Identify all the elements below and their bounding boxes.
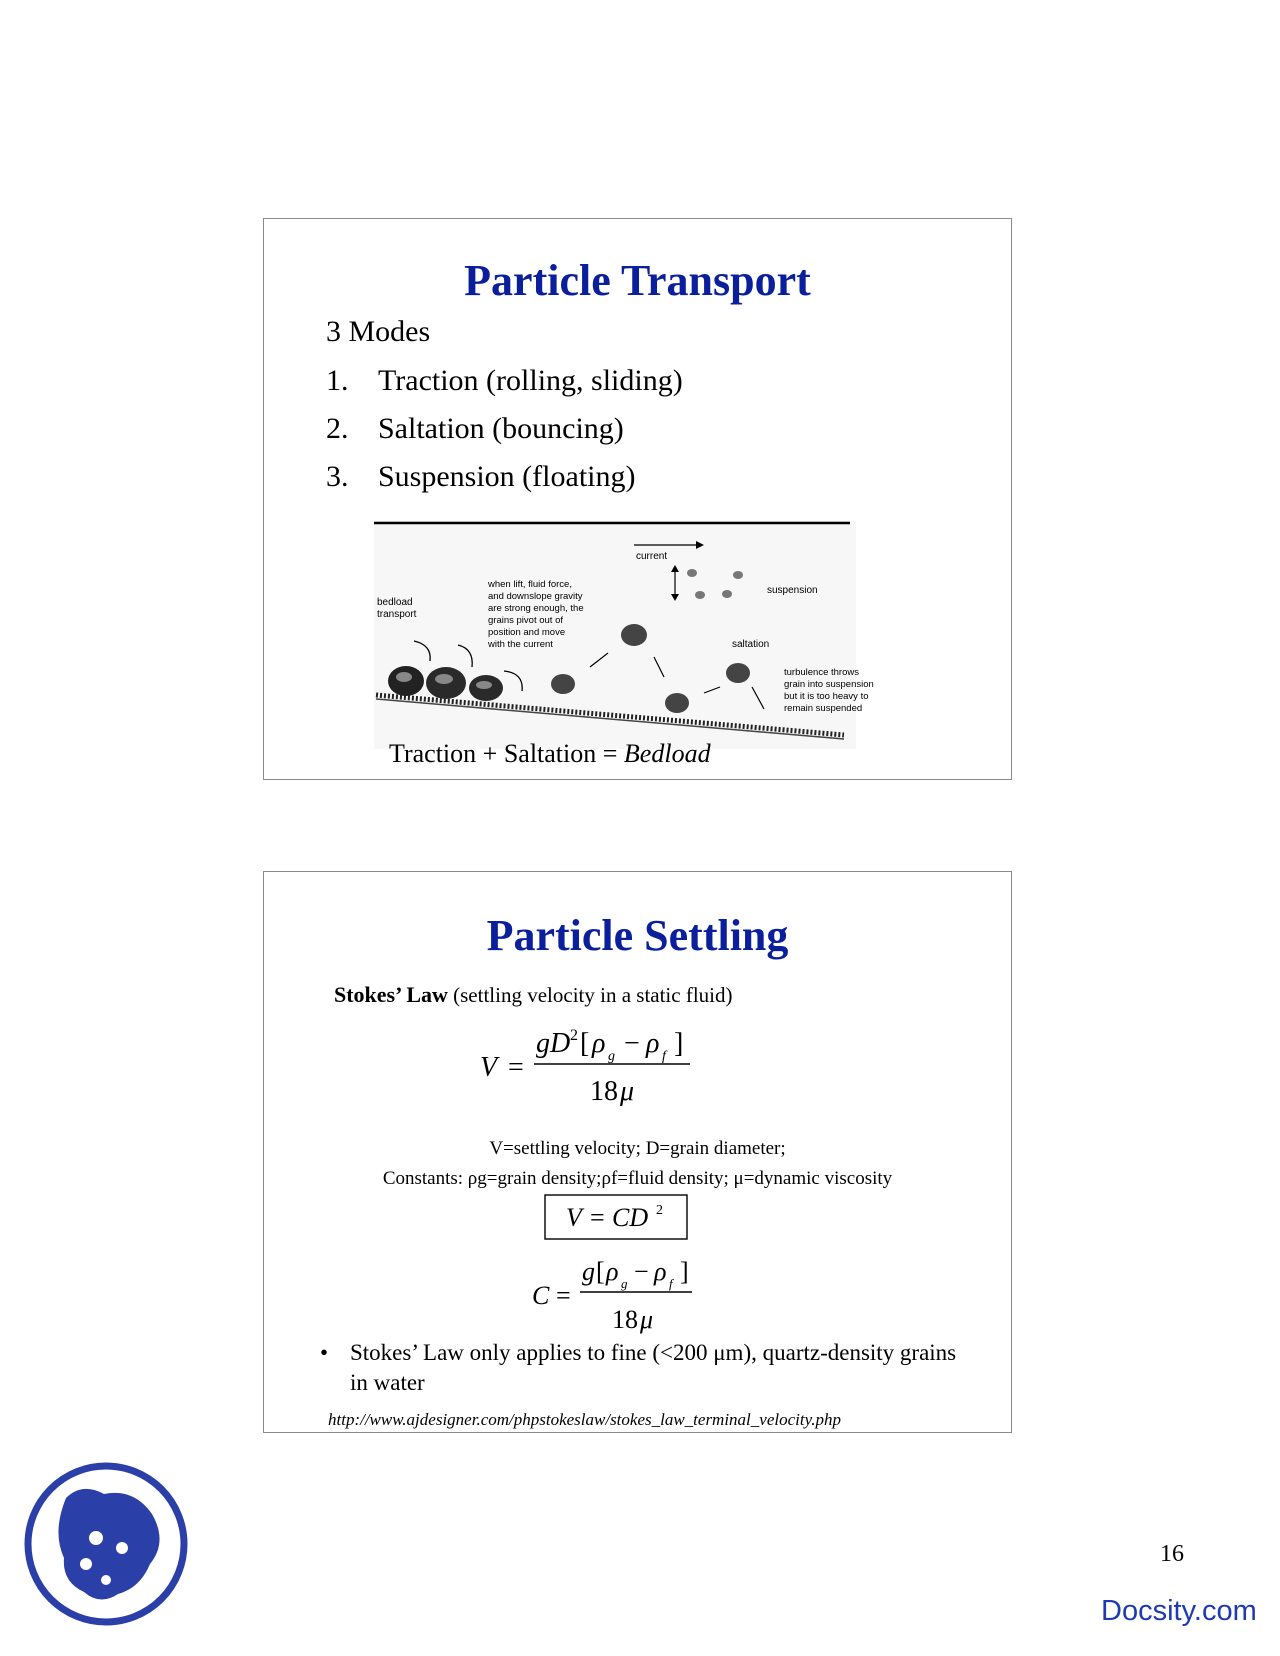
definitions-line-2: Constants: ρg=grain density;ρf=fluid density; μ=dynamic viscosity xyxy=(382,1168,893,1189)
svg-text:V: V xyxy=(480,1052,498,1083)
slide-particle-settling xyxy=(263,871,1012,1433)
svg-text:2: 2 xyxy=(656,1203,663,1218)
label-current: current xyxy=(636,551,668,562)
slide-particle-transport xyxy=(263,218,1012,780)
grain-highlight xyxy=(435,674,453,684)
reference-url: http://www.ajdesigner.com/phpstokeslaw/stokes_law_terminal_velocity.php xyxy=(328,1410,841,1429)
list-item: 3. Suspension (floating) xyxy=(326,460,636,493)
svg-text:ρ: ρ xyxy=(592,1028,606,1059)
svg-text:18: 18 xyxy=(612,1305,638,1334)
svg-text:f: f xyxy=(669,1276,673,1291)
svg-text:[: [ xyxy=(580,1028,590,1059)
stokes-equation xyxy=(478,1014,738,1114)
modes-intro: 3 Modes xyxy=(326,315,431,348)
slide-title: Particle Settling xyxy=(486,911,789,960)
svg-text:=: = xyxy=(590,1203,605,1232)
bedload-caption: Traction + Saltation = Bedload xyxy=(389,739,711,768)
label-saltation: saltation xyxy=(732,639,770,650)
transport-diagram xyxy=(374,521,874,749)
definitions-line-1: V=settling velocity; D=grain diameter; xyxy=(489,1138,786,1159)
list-item: 1. Traction (rolling, sliding) xyxy=(326,364,683,397)
svg-text:f: f xyxy=(662,1049,666,1064)
stokes-law-heading: Stokes’ Law (settling velocity in a static fluid) xyxy=(334,982,733,1007)
suspended-grain xyxy=(733,571,743,579)
simplified-equation-box xyxy=(544,1194,688,1240)
coefficient-equation xyxy=(530,1250,730,1340)
svg-text:=: = xyxy=(508,1052,524,1083)
svg-text:C: C xyxy=(532,1281,550,1310)
label-lift-note: when lift, fluid force, and downslope gravity are strong enough, the grains pivot out of position and move with the current xyxy=(488,579,584,650)
label-turbulence-note: turbulence throws grain into suspension but it is too heavy to remain suspended xyxy=(784,667,874,714)
svg-text:18: 18 xyxy=(590,1076,618,1107)
svg-text:−: − xyxy=(624,1028,640,1059)
svg-text:g: g xyxy=(608,1049,615,1064)
suspended-grain xyxy=(722,590,732,598)
svg-text:[: [ xyxy=(596,1257,605,1286)
page-number: 16 xyxy=(1160,1541,1184,1567)
suspended-grain xyxy=(687,569,697,577)
docsity-logo xyxy=(22,1460,190,1628)
svg-text:ρ: ρ xyxy=(606,1257,619,1286)
label-suspension: suspension xyxy=(767,585,818,596)
svg-text:g: g xyxy=(621,1276,628,1291)
bullet-stokes-applicability: • Stokes’ Law only applies to fine (<200 μm), quartz-density grains in water xyxy=(320,1340,957,1395)
svg-text:V: V xyxy=(566,1203,582,1232)
bullet-dot: • xyxy=(320,1340,329,1365)
slide-title: Particle Transport xyxy=(464,256,811,305)
saltating-grain xyxy=(551,674,575,694)
svg-text:CD: CD xyxy=(612,1203,649,1232)
docsity-brand-link[interactable]: Docsity.com xyxy=(1101,1595,1257,1627)
svg-text:2: 2 xyxy=(570,1027,578,1044)
modes-list xyxy=(326,361,683,505)
svg-text:g: g xyxy=(582,1257,595,1286)
saltating-grain xyxy=(726,663,750,683)
svg-text:ρ: ρ xyxy=(646,1028,660,1059)
svg-text:μ: μ xyxy=(620,1076,635,1107)
diagram-background xyxy=(374,521,856,749)
svg-text:=: = xyxy=(556,1281,571,1310)
svg-text:−: − xyxy=(634,1257,649,1286)
label-bedload-transport: bedload transport xyxy=(377,597,417,620)
svg-text:μ: μ xyxy=(640,1305,654,1334)
saltating-grain xyxy=(665,693,689,713)
svg-text:gD: gD xyxy=(536,1028,571,1059)
list-item: 2. Saltation (bouncing) xyxy=(326,412,624,445)
svg-text:]: ] xyxy=(674,1028,684,1059)
grain-highlight xyxy=(476,681,492,689)
svg-text:ρ: ρ xyxy=(654,1257,667,1286)
grain-highlight xyxy=(396,672,412,682)
svg-text:]: ] xyxy=(680,1257,689,1286)
saltating-grain xyxy=(621,624,647,646)
suspended-grain xyxy=(695,591,705,599)
